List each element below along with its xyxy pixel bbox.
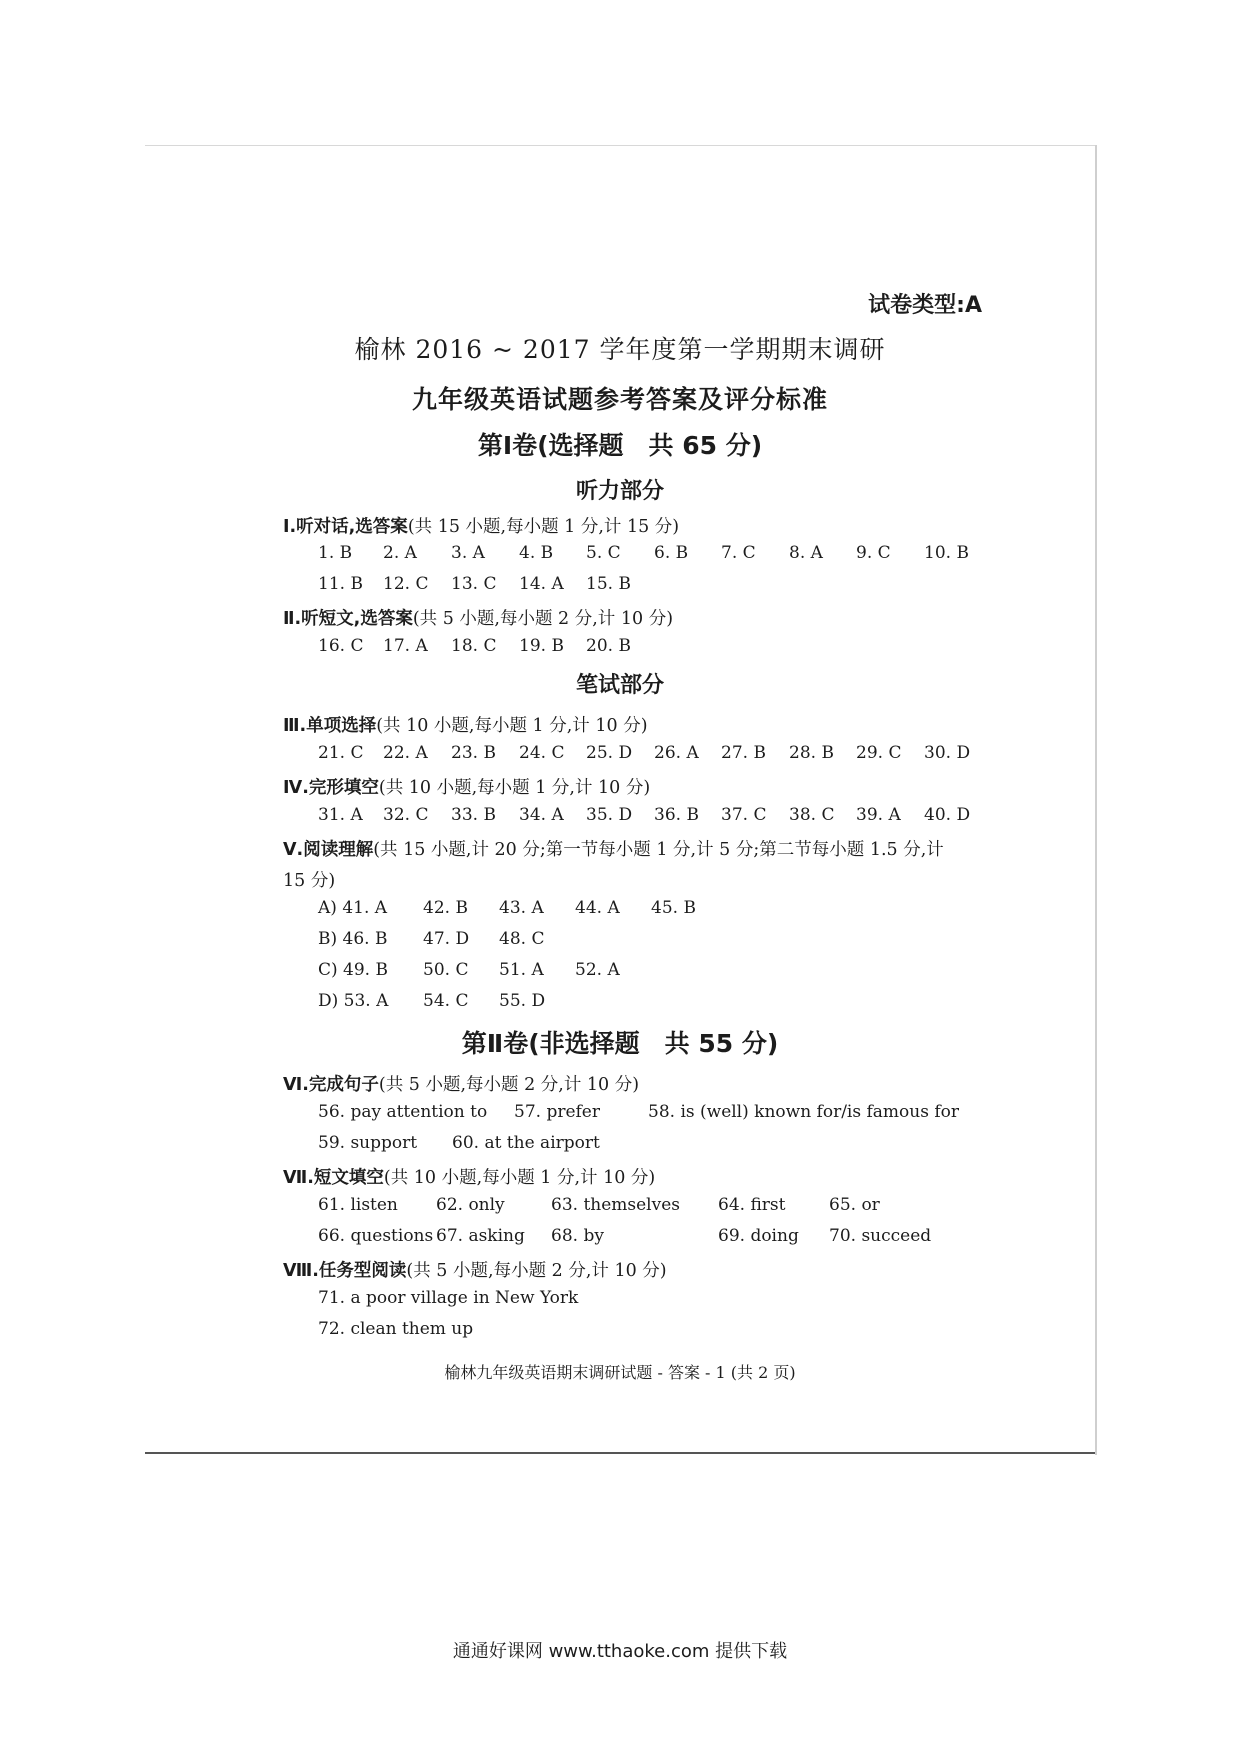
answer-item: 55. D bbox=[499, 991, 546, 1011]
section-3-heading: Ⅲ.单项选择(共 10 小题,每小题 1 分,计 10 分) bbox=[283, 716, 648, 736]
answer-item: 12. C bbox=[383, 574, 429, 594]
answer-row bbox=[0, 805, 1240, 831]
answer-item: 2. A bbox=[383, 543, 417, 563]
answer-item: 51. A bbox=[499, 960, 544, 980]
answer-item: 16. C bbox=[318, 636, 364, 656]
answer-item: 38. C bbox=[789, 805, 835, 825]
answer-item: 42. B bbox=[423, 898, 468, 918]
answer-item: 58. is (well) known for/is famous for bbox=[648, 1102, 960, 1122]
answer-item: 62. only bbox=[436, 1195, 505, 1215]
volume-2-heading: 第Ⅱ卷(非选择题 共 55 分) bbox=[461, 1029, 779, 1058]
answer-item: C) 49. B bbox=[318, 960, 388, 980]
answer-item: 72. clean them up bbox=[318, 1319, 474, 1339]
answer-key-title: 九年级英语试题参考答案及评分标准 bbox=[411, 385, 828, 414]
writing-part-heading: 笔试部分 bbox=[575, 673, 664, 698]
answer-item: 71. a poor village in New York bbox=[318, 1288, 579, 1308]
answer-item: 32. C bbox=[383, 805, 429, 825]
page-footer: 榆林九年级英语期末调研试题 - 答案 - 1 (共 2 页) bbox=[444, 1363, 796, 1382]
answer-item: 59. support bbox=[318, 1133, 418, 1153]
answer-item: 70. succeed bbox=[829, 1226, 932, 1246]
answer-item: 33. B bbox=[451, 805, 496, 825]
answer-item: 39. A bbox=[856, 805, 901, 825]
scan-edge-top bbox=[145, 145, 1095, 146]
answer-item: 67. asking bbox=[436, 1226, 525, 1246]
answer-row bbox=[0, 1102, 1240, 1128]
answer-item: 63. themselves bbox=[551, 1195, 681, 1215]
answer-item: 1. B bbox=[318, 543, 353, 563]
paper-type: 试卷类型:A bbox=[868, 293, 982, 318]
exam-title: 榆林 2016 ~ 2017 学年度第一学期期末调研 bbox=[354, 335, 886, 364]
answer-item: A) 41. A bbox=[318, 898, 388, 918]
section-4-heading: Ⅳ.完形填空(共 10 小题,每小题 1 分,计 10 分) bbox=[283, 778, 651, 798]
answer-row bbox=[0, 991, 1240, 1017]
volume-1-heading: 第Ⅰ卷(选择题 共 65 分) bbox=[477, 431, 763, 460]
answer-item: 45. B bbox=[651, 898, 696, 918]
section-6-heading: Ⅵ.完成句子(共 5 小题,每小题 2 分,计 10 分) bbox=[283, 1075, 640, 1095]
answer-item: 66. questions bbox=[318, 1226, 434, 1246]
answer-item: 24. C bbox=[519, 743, 565, 763]
answer-item: 48. C bbox=[499, 929, 545, 949]
section-1-heading: Ⅰ.听对话,选答案(共 15 小题,每小题 1 分,计 15 分) bbox=[283, 517, 680, 537]
answer-item: 11. B bbox=[318, 574, 363, 594]
answer-item: 22. A bbox=[383, 743, 428, 763]
answer-row bbox=[0, 929, 1240, 955]
answer-row bbox=[0, 543, 1240, 569]
answer-item: 4. B bbox=[519, 543, 554, 563]
section-5-heading: Ⅴ.阅读理解(共 15 小题,计 20 分;第一节每小题 1 分,计 5 分;第二节每小题 1.5 分,计 bbox=[283, 840, 944, 860]
section-2-heading: Ⅱ.听短文,选答案(共 5 小题,每小题 2 分,计 10 分) bbox=[283, 609, 674, 629]
answer-row bbox=[0, 1226, 1240, 1252]
answer-item: 3. A bbox=[451, 543, 485, 563]
answer-item: 54. C bbox=[423, 991, 469, 1011]
answer-item: 56. pay attention to bbox=[318, 1102, 488, 1122]
answer-item: 52. A bbox=[575, 960, 620, 980]
answer-item: 60. at the airport bbox=[452, 1133, 600, 1153]
answer-item: 69. doing bbox=[718, 1226, 799, 1246]
download-credit: 通通好课网 www.tthaoke.com 提供下载 bbox=[452, 1641, 788, 1662]
answer-item: 23. B bbox=[451, 743, 496, 763]
answer-item: 15. B bbox=[586, 574, 631, 594]
answer-item: 29. C bbox=[856, 743, 902, 763]
answer-item: 43. A bbox=[499, 898, 544, 918]
scan-edge-bottom bbox=[145, 1452, 1095, 1454]
answer-item: 9. C bbox=[856, 543, 891, 563]
answer-item: 44. A bbox=[575, 898, 620, 918]
answer-item: 27. B bbox=[721, 743, 766, 763]
answer-item: 65. or bbox=[829, 1195, 880, 1215]
answer-row bbox=[0, 1288, 1240, 1314]
answer-row bbox=[0, 636, 1240, 662]
answer-item: 34. A bbox=[519, 805, 564, 825]
answer-item: 25. D bbox=[586, 743, 633, 763]
answer-row bbox=[0, 1319, 1240, 1345]
answer-item: 14. A bbox=[519, 574, 564, 594]
answer-item: 5. C bbox=[586, 543, 621, 563]
answer-item: 19. B bbox=[519, 636, 564, 656]
answer-item: 21. C bbox=[318, 743, 364, 763]
answer-item: 20. B bbox=[586, 636, 631, 656]
answer-item: 47. D bbox=[423, 929, 470, 949]
answer-item: 50. C bbox=[423, 960, 469, 980]
answer-item: 10. B bbox=[924, 543, 969, 563]
answer-item: 8. A bbox=[789, 543, 823, 563]
listening-part-heading: 听力部分 bbox=[575, 479, 664, 504]
answer-item: 57. prefer bbox=[514, 1102, 600, 1122]
answer-row bbox=[0, 1133, 1240, 1159]
answer-item: 7. C bbox=[721, 543, 756, 563]
answer-item: 6. B bbox=[654, 543, 689, 563]
answer-item: 68. by bbox=[551, 1226, 604, 1246]
answer-item: D) 53. A bbox=[318, 991, 389, 1011]
answer-item: 31. A bbox=[318, 805, 363, 825]
answer-item: 30. D bbox=[924, 743, 971, 763]
answer-row bbox=[0, 960, 1240, 986]
answer-item: 18. C bbox=[451, 636, 497, 656]
section-8-heading: Ⅷ.任务型阅读(共 5 小题,每小题 2 分,计 10 分) bbox=[283, 1261, 667, 1281]
answer-row bbox=[0, 743, 1240, 769]
answer-item: 64. first bbox=[718, 1195, 786, 1215]
answer-row bbox=[0, 898, 1240, 924]
answer-row bbox=[0, 1195, 1240, 1221]
answer-item: 61. listen bbox=[318, 1195, 398, 1215]
answer-item: 40. D bbox=[924, 805, 971, 825]
answer-row bbox=[0, 574, 1240, 600]
answer-item: 17. A bbox=[383, 636, 428, 656]
section-5-heading-cont: 15 分) bbox=[283, 871, 336, 891]
section-7-heading: Ⅶ.短文填空(共 10 小题,每小题 1 分,计 10 分) bbox=[283, 1168, 656, 1188]
answer-item: 28. B bbox=[789, 743, 834, 763]
answer-item: 13. C bbox=[451, 574, 497, 594]
answer-item: 37. C bbox=[721, 805, 767, 825]
answer-item: 36. B bbox=[654, 805, 699, 825]
answer-item: 35. D bbox=[586, 805, 633, 825]
answer-item: 26. A bbox=[654, 743, 699, 763]
answer-item: B) 46. B bbox=[318, 929, 388, 949]
